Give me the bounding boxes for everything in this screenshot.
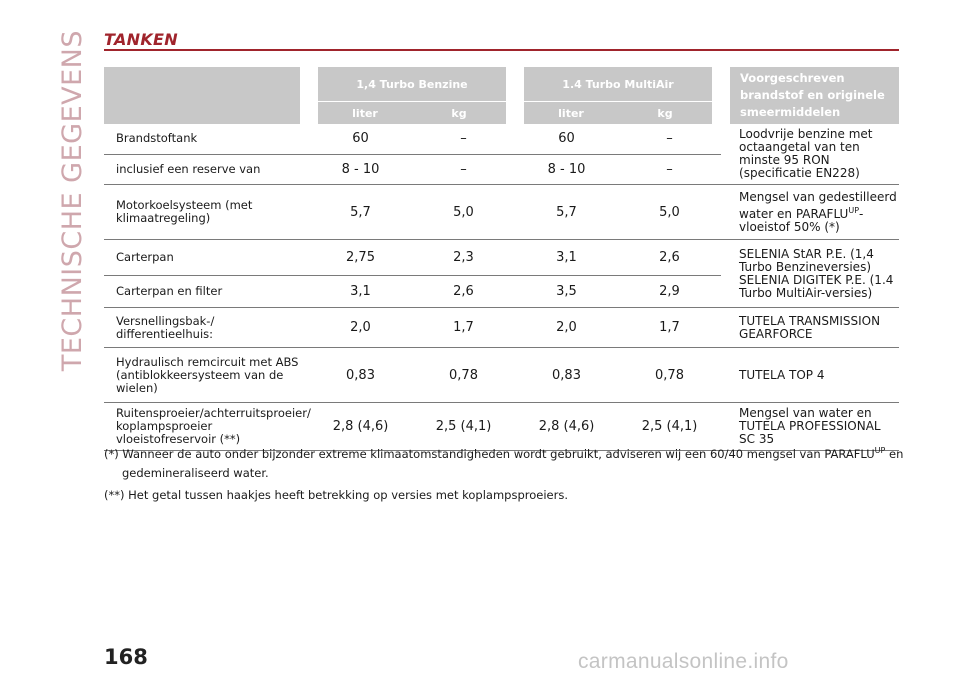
coolant-text-end: -vloeistof 50% (*) <box>739 206 864 234</box>
cell-value: 3,1 <box>309 276 412 308</box>
footnote-1-superscript: UP <box>874 446 886 455</box>
cell-value: 5,7 <box>515 185 618 240</box>
row-label: Carterpan en filter <box>104 276 309 308</box>
oil-text-benzine: SELENIA StAR P.E. (1,4 Turbo Benzineversies) <box>739 246 874 274</box>
footnote-2: (**) Het getal tussen haakjes heeft betrekking op versies met koplampsproeiers. <box>104 487 569 502</box>
subheader-kg: kg <box>412 102 515 125</box>
table-row <box>104 348 899 403</box>
subheader-liter: liter <box>309 102 412 125</box>
row-label: Ruitensproeier/achterruitsproeier/ koplampsproeier vloeistofreservoir (**) <box>104 403 309 451</box>
row-label: Hydraulisch remcircuit met ABS (antiblokkeersysteem van de wielen) <box>104 348 309 403</box>
cell-value: 2,8 (4,6) <box>309 403 412 451</box>
description-coolant <box>721 185 899 240</box>
footnote-1 <box>104 441 904 483</box>
cell-value: 2,6 <box>412 276 515 308</box>
cell-value: 2,0 <box>309 308 412 348</box>
footnote-1-text: (*) Wanneer de auto onder bijzonder extreme klimaatomstandigheden wordt gebruikt, adviseren wij een 60/40 mengsel van PARAFLU <box>104 446 875 461</box>
header-blank <box>104 67 309 124</box>
table-row <box>104 240 899 276</box>
capacities-table <box>104 67 899 451</box>
table-row <box>104 308 899 348</box>
table-row <box>104 124 899 154</box>
cell-value: 0,83 <box>309 348 412 403</box>
header-group-multiair: 1.4 Turbo MultiAir <box>515 67 721 102</box>
cell-value: 5,0 <box>412 185 515 240</box>
cell-value: 2,3 <box>412 240 515 276</box>
footnotes <box>104 441 904 508</box>
footnote-1-continuation: gedemineraliseerd water. <box>122 465 269 480</box>
cell-value: 0,78 <box>412 348 515 403</box>
cell-value: 0,78 <box>618 348 721 403</box>
cell-value: 1,7 <box>618 308 721 348</box>
cell-value: 2,9 <box>618 276 721 308</box>
description-washer-fluid: Mengsel van water en TUTELA PROFESSIONAL SC 35 <box>721 403 899 451</box>
section-title: TANKEN <box>104 30 178 49</box>
cell-value: 1,7 <box>412 308 515 348</box>
row-label: Brandstoftank <box>104 124 309 154</box>
cell-value: 2,6 <box>618 240 721 276</box>
row-label: Motorkoelsysteem (met klimaatregeling) <box>104 185 309 240</box>
subheader-liter: liter <box>515 102 618 125</box>
side-section-title: TECHNISCHE GEGEVENS <box>56 30 88 372</box>
cell-value: 0,83 <box>515 348 618 403</box>
cell-value: – <box>618 124 721 154</box>
description-fuel: Loodvrije benzine met octaangetal van ten minste 95 RON (specificatie EN228) <box>721 124 899 185</box>
cell-value: 2,8 (4,6) <box>515 403 618 451</box>
cell-value: – <box>412 124 515 154</box>
title-rule <box>104 49 899 51</box>
cell-value: 8 - 10 <box>515 154 618 184</box>
description-brake-fluid: TUTELA TOP 4 <box>721 348 899 403</box>
cell-value: 2,75 <box>309 240 412 276</box>
cell-value: 3,1 <box>515 240 618 276</box>
cell-value: 3,5 <box>515 276 618 308</box>
subheader-kg: kg <box>618 102 721 125</box>
row-label: Versnellingsbak-/ differentieelhuis: <box>104 308 309 348</box>
cell-value: – <box>618 154 721 184</box>
cell-value: 60 <box>515 124 618 154</box>
cell-value: 2,5 (4,1) <box>618 403 721 451</box>
cell-value: 2,5 (4,1) <box>412 403 515 451</box>
row-label: inclusief een reserve van <box>104 154 309 184</box>
cell-value: 5,0 <box>618 185 721 240</box>
header-lubricants: Voorgeschreven brandstof en originele smeermiddelen <box>721 67 899 124</box>
cell-value: 8 - 10 <box>309 154 412 184</box>
cell-value: 60 <box>309 124 412 154</box>
coolant-superscript: UP <box>848 205 860 215</box>
table-row <box>104 185 899 240</box>
page-number: 168 <box>104 645 148 669</box>
watermark: carmanualsonline.info <box>578 650 789 673</box>
cell-value: 5,7 <box>309 185 412 240</box>
cell-value: – <box>412 154 515 184</box>
oil-text-multiair: SELENIA DIGITEK P.E. (1.4 Turbo MultiAir-versies) <box>739 272 894 300</box>
description-engine-oil <box>721 240 899 308</box>
footnote-1-text-end: en <box>885 446 904 461</box>
coolant-text: Mengsel van gedestilleerd water en PARAFLU <box>739 189 897 221</box>
row-label: Carterpan <box>104 240 309 276</box>
header-group-turbo-benzine: 1,4 Turbo Benzine <box>309 67 515 102</box>
description-gearbox: TUTELA TRANSMISSION GEARFORCE <box>721 308 899 348</box>
cell-value: 2,0 <box>515 308 618 348</box>
